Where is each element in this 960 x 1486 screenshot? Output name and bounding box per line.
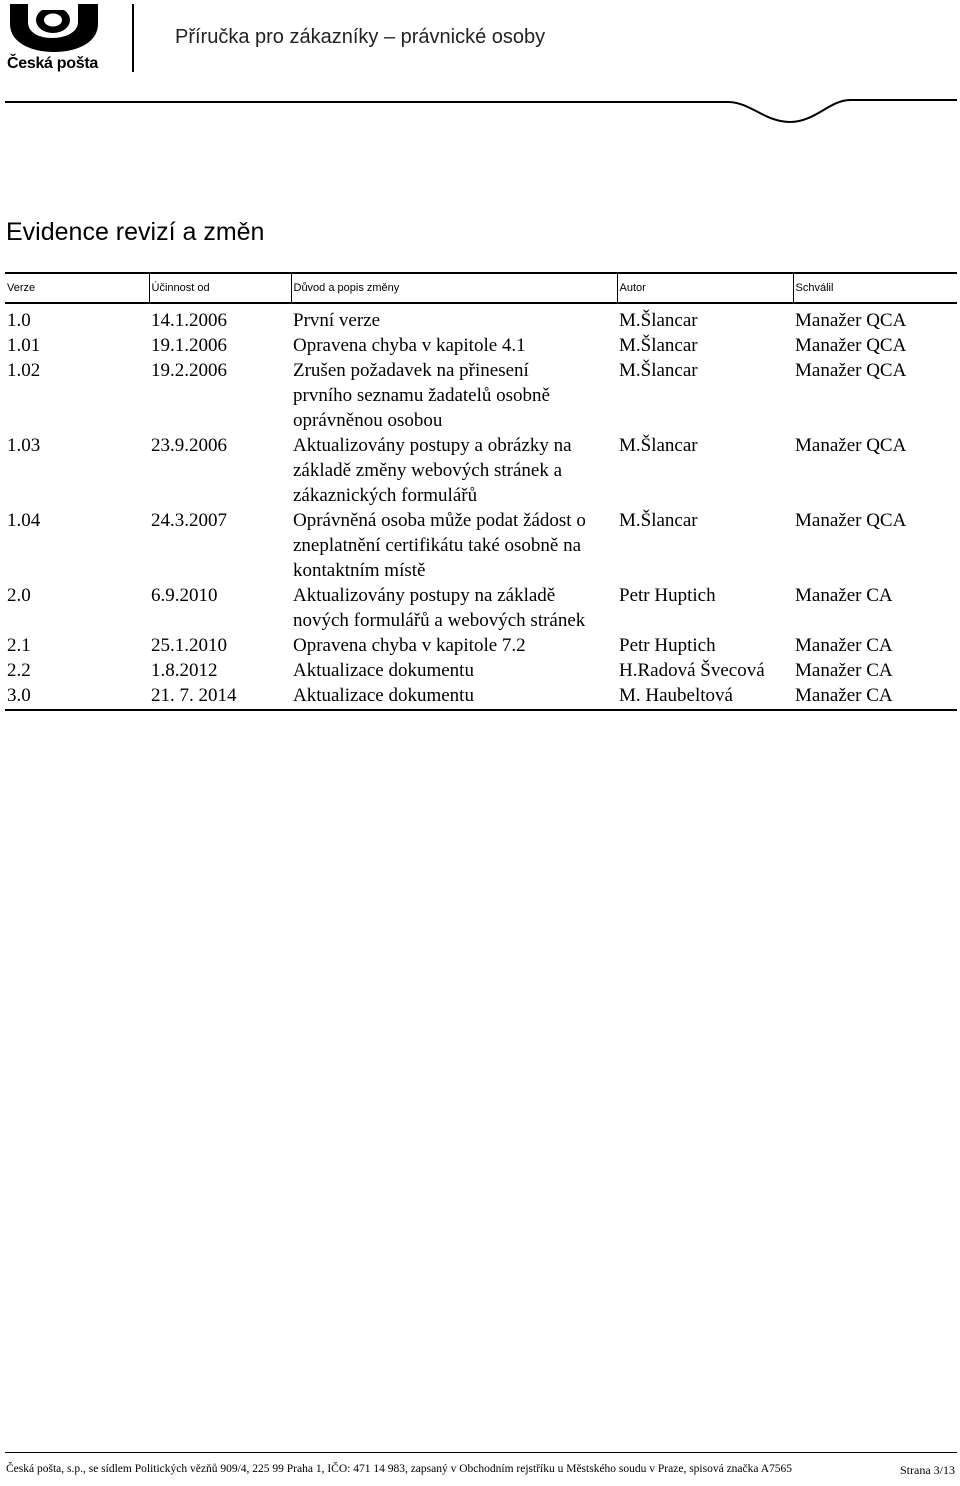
cell-approved: Manažer QCA [795,435,907,456]
cell-approved: Manažer CA [795,585,893,606]
table-row [5,583,957,633]
cell-author: M.Šlancar [619,360,698,381]
cell-author: Petr Huptich [619,585,716,606]
column-header-approved-by: Schválil [793,273,957,303]
table-row [5,508,957,583]
cell-description [291,508,617,583]
description-text: Aktualizovány postupy na základě nových formulářů a webových stránek [293,585,586,631]
revision-table [5,272,957,711]
cell-approved: Manažer CA [795,635,893,656]
document-title: Příručka pro zákazníky – právnické osoby [175,26,546,48]
cell-date: 14.1.2006 [151,310,227,331]
footer-page-number: Strana 3/13 [900,1463,955,1477]
cell-approved: Manažer QCA [795,335,907,356]
cell-date: 19.1.2006 [151,335,227,356]
description-text: Aktualizovány postupy a obrázky na základě změny webových stránek a zákaznických formulářů [293,435,572,506]
table-header-row [5,273,957,303]
description-text: Zrušen požadavek na přinesení prvního seznamu žadatelů osobně oprávněnou osobou [293,360,550,431]
table-row [5,333,957,358]
cell-version: 1.01 [7,335,41,356]
logo-text: Česká pošta [7,55,98,72]
header-divider [132,4,134,72]
table-row [5,303,957,333]
cell-date: 1.8.2012 [151,660,218,681]
cell-version: 1.03 [7,435,41,456]
cell-version: 3.0 [5,683,149,710]
cell-version: 1.0 [7,310,31,331]
cell-date: 24.3.2007 [151,510,227,531]
cell-date: 23.9.2006 [151,435,227,456]
cell-version: 2.1 [7,635,31,656]
footer-divider [5,1452,957,1453]
cell-description [291,683,617,710]
table-row [5,633,957,658]
cell-date: 19.2.2006 [151,360,227,381]
cell-date: 21. 7. 2014 [149,683,291,710]
cell-date: 25.1.2010 [151,635,227,656]
cell-approved: Manažer QCA [795,310,907,331]
page-header [0,0,960,130]
cell-description [291,433,617,508]
cell-author: M.Šlancar [619,435,698,456]
cell-description [291,658,617,683]
description-text: První verze [293,310,381,331]
cell-version: 1.04 [7,510,41,531]
cell-author: M.Šlancar [619,310,698,331]
cell-approved: Manažer QCA [795,510,907,531]
cell-version: 2.0 [7,585,31,606]
table-row [5,433,957,508]
cell-author: M.Šlancar [619,335,698,356]
column-header-description: Důvod a popis změny [291,273,617,303]
cell-author: H.Radová Švecová [619,660,765,681]
cell-approved: Manažer CA [793,683,957,710]
cell-version: 1.02 [7,360,41,381]
table-row [5,658,957,683]
cell-description [291,358,617,433]
description-text: Oprávněná osoba může podat žádost o zneplatnění certifikátu také osobně na kontaktním místě [293,510,586,581]
description-text: Aktualizace dokumentu [293,660,474,681]
description-text: Opravena chyba v kapitole 4.1 [293,335,526,356]
column-header-author: Autor [617,273,793,303]
cell-description [291,333,617,358]
header-curved-line [0,94,960,130]
column-header-version: Verze [5,273,149,303]
footer-company-info: Česká pošta, s.p., se sídlem Politických vězňů 909/4, 225 99 Praha 1, IČO: 471 14 983, zapsaný v Obchodním rejstříku u Městského soudu v Praze, spisová značka A7565 [6,1463,793,1475]
cell-description [291,303,617,333]
cell-author: Petr Huptich [619,635,716,656]
cell-description [291,633,617,658]
section-title: Evidence revizí a změn [6,218,265,246]
description-text: Aktualizace dokumentu [293,685,474,706]
cell-approved: Manažer QCA [795,360,907,381]
cell-version: 2.2 [7,660,31,681]
column-header-effective-date: Účinnost od [149,273,291,303]
cell-description [291,583,617,633]
cell-author: M.Šlancar [619,510,698,531]
description-text: Opravena chyba v kapitole 7.2 [293,635,526,656]
cell-approved: Manažer CA [795,660,893,681]
cell-date: 6.9.2010 [151,585,218,606]
cell-author: M. Haubeltová [617,683,793,710]
table-row [5,358,957,433]
posthorn-logo-icon [6,2,102,54]
table-row [5,683,957,710]
ceska-posta-logo [6,2,102,74]
